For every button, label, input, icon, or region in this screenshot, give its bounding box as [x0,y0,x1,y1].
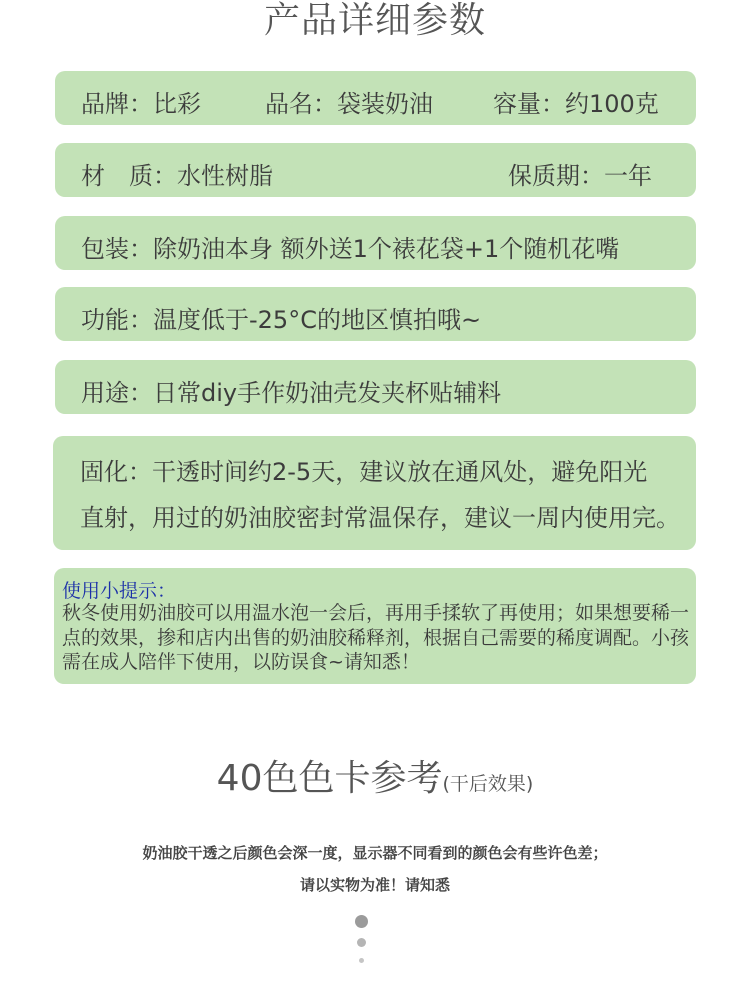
color-card-heading [0,750,750,801]
param-row-curing [53,436,696,550]
color-note-line-1: 奶油胶干透之后颜色会深一度，显示器不同看到的颜色会有些许色差； [142,844,608,862]
scroll-dot-medium [357,938,366,947]
color-note-line-2: 请以实物为准！请知悉 [299,876,450,894]
tips-title: 使用小提示： [62,580,177,602]
capacity-text: 容量：约100克 [493,90,659,118]
function-text: 功能：温度低于-25°C的地区慎拍哦~ [81,306,482,334]
color-card-subtitle: (干后效果) [442,773,534,795]
color-card-title: 40色色卡参考 [216,758,443,799]
param-row-usage [55,360,696,414]
curing-line-1: 固化：干透时间约2-5天，建议放在通风处，避免阳光 [80,458,648,486]
tips-body: 秋冬使用奶油胶可以用温水泡一会后，再用手揉软了再使用；如果想要稀一点的效果，掺和店内出售的奶油胶稀释剂，根据自己需要的稀度调配。小孩需在成人陪伴下使用，以防误食~请知悉！ [62,602,690,673]
scroll-dot-small [359,958,364,963]
usage-tips-box [54,568,696,684]
curing-line-2: 直射，用过的奶油胶密封常温保存，建议一周内使用完。 [80,504,680,532]
material-text: 材 质：水性树脂 [81,162,273,190]
param-row-brand [55,71,696,125]
brand-text: 品牌：比彩 [81,90,201,118]
page-title: 产品详细参数 [263,0,486,41]
usage-text: 用途：日常diy手作奶油壳发夹杯贴辅料 [81,379,502,407]
shelf-life-text: 保质期：一年 [508,162,652,190]
packaging-text: 包装：除奶油本身 额外送1个裱花袋+1个随机花嘴 [81,235,620,263]
scroll-dot-large [355,915,368,928]
product-name-text: 品名：袋装奶油 [265,90,433,118]
param-row-function [55,287,696,341]
param-row-material [55,143,696,197]
param-row-packaging [55,216,696,270]
